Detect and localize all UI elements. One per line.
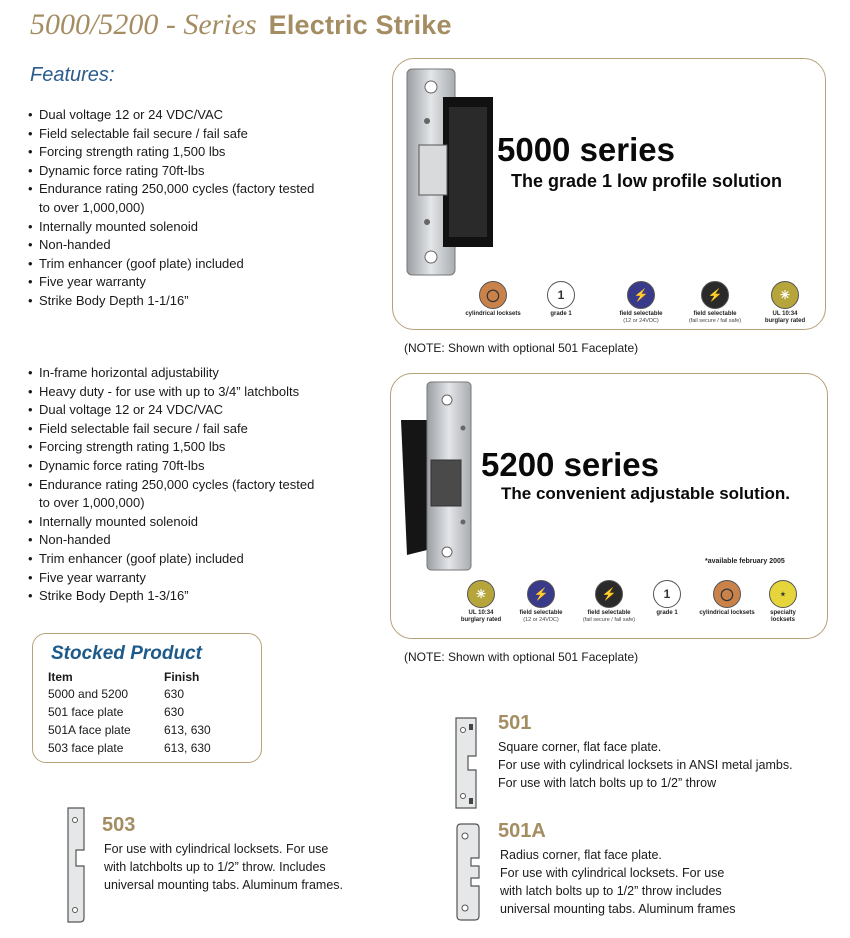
description-line: Square corner, flat face plate. bbox=[498, 740, 662, 754]
cylinder-lock-icon: ◯ bbox=[479, 281, 507, 309]
badge-specialty: ★ specialty locksets bbox=[751, 580, 815, 624]
feature-item: • Strike Body Depth 1-3/16” bbox=[28, 587, 328, 606]
feature-item: • Endurance rating 250,000 cycles (factory tested bbox=[28, 476, 328, 495]
title-product: Electric Strike bbox=[268, 10, 452, 40]
feature-item: • Internally mounted solenoid bbox=[28, 513, 328, 532]
table-row bbox=[48, 685, 244, 703]
product-panel-5000 bbox=[392, 58, 826, 330]
feature-item: • Trim enhancer (goof plate) included bbox=[28, 550, 328, 569]
feature-item: • Non-handed bbox=[28, 236, 328, 255]
faceplate-501a-image bbox=[455, 822, 483, 922]
description-line: universal mounting tabs. Aluminum frames bbox=[500, 902, 736, 916]
stocked-product-title: Stocked Product bbox=[51, 643, 202, 664]
feature-item: • Five year warranty bbox=[28, 273, 328, 292]
ul-star-icon: ✳ bbox=[771, 281, 799, 309]
badge-fail-safe: ⚡ field selectable (fail secure / fail safe) bbox=[577, 580, 641, 623]
badge-voltage: ⚡ field selectable (12 or 24VDC) bbox=[509, 580, 573, 623]
feature-item: to over 1,000,000) bbox=[39, 199, 145, 215]
features-list-5200 bbox=[28, 364, 328, 606]
description-line: For use with cylindrical locksets. For use bbox=[104, 842, 329, 856]
fail-safe-icon: ⚡ bbox=[701, 281, 729, 309]
voltage-icon: ⚡ bbox=[627, 281, 655, 309]
badge-ul: ✳ UL 10:34 burglary rated bbox=[449, 580, 513, 624]
faceplate-503-image bbox=[64, 806, 92, 926]
ul-star-icon: ✳ bbox=[467, 580, 495, 608]
series-5200-subtitle: The convenient adjustable solution. bbox=[501, 484, 791, 503]
badge-cylindrical: ◯ cylindrical locksets bbox=[695, 580, 759, 617]
faceplate-503-description bbox=[104, 840, 374, 894]
description-line: Radius corner, flat face plate. bbox=[500, 848, 662, 862]
stocked-product-table bbox=[48, 668, 244, 757]
page-title bbox=[30, 8, 452, 42]
feature-item: • Internally mounted solenoid bbox=[28, 218, 328, 237]
column-header-finish: Finish bbox=[164, 669, 200, 684]
cell-item: 501A face plate bbox=[48, 723, 131, 737]
stocked-product-box bbox=[32, 633, 262, 763]
grade-1-icon: 1 bbox=[547, 281, 575, 309]
badge-fail-safe: ⚡ field selectable (fail secure / fail safe) bbox=[683, 281, 747, 324]
badge-grade1: 1 grade 1 bbox=[529, 281, 593, 318]
table-header-row bbox=[48, 668, 244, 685]
feature-item: • Non-handed bbox=[28, 531, 328, 550]
feature-item: • Dynamic force rating 70ft-lbs bbox=[28, 162, 328, 181]
feature-item: • In-frame horizontal adjustability bbox=[28, 364, 328, 383]
description-line: with latch bolts up to 1/2” throw includes bbox=[500, 884, 722, 898]
feature-item: • Dual voltage 12 or 24 VDC/VAC bbox=[28, 401, 328, 420]
feature-item: • Dual voltage 12 or 24 VDC/VAC bbox=[28, 106, 328, 125]
feature-item: • Forcing strength rating 1,500 lbs bbox=[28, 438, 328, 457]
description-line: For use with latch bolts up to 1/2” throw bbox=[498, 776, 717, 790]
table-row bbox=[48, 721, 244, 739]
cell-item: 5000 and 5200 bbox=[48, 687, 129, 701]
table-row bbox=[48, 739, 244, 757]
faceplate-note-5000: (NOTE: Shown with optional 501 Faceplate) bbox=[404, 341, 639, 355]
feature-item: • Dynamic force rating 70ft-lbs bbox=[28, 457, 328, 476]
column-header-item: Item bbox=[48, 669, 73, 684]
feature-item: • Five year warranty bbox=[28, 569, 328, 588]
fail-safe-icon: ⚡ bbox=[595, 580, 623, 608]
description-line: with latchbolts up to 1/2” throw. Includes bbox=[104, 860, 326, 874]
cell-item: 501 face plate bbox=[48, 705, 124, 719]
grade-1-icon: 1 bbox=[653, 580, 681, 608]
specialty-icon: ★ bbox=[769, 580, 797, 608]
title-series: 5000/5200 - Series bbox=[30, 8, 257, 41]
feature-item: • Field selectable fail secure / fail safe bbox=[28, 420, 328, 439]
badge-cylindrical: ◯ cylindrical locksets bbox=[461, 281, 525, 318]
feature-item: • Heavy duty - for use with up to 3/4” latchbolts bbox=[28, 383, 328, 402]
electric-strike-5000-image bbox=[403, 67, 495, 279]
product-panel-5200 bbox=[390, 373, 828, 639]
badge-voltage: ⚡ field selectable (12 or 24VDC) bbox=[609, 281, 673, 324]
description-line: For use with cylindrical locksets. For use bbox=[500, 866, 725, 880]
availability-note: *available february 2005 bbox=[705, 558, 785, 565]
badge-grade1: 1 grade 1 bbox=[635, 580, 699, 617]
series-5000-subtitle: The grade 1 low profile solution bbox=[511, 171, 783, 191]
description-line: For use with cylindrical locksets in ANSI metal jambs. bbox=[498, 758, 793, 772]
cell-finish: 613, 630 bbox=[164, 723, 211, 737]
feature-item: • Strike Body Depth 1-1/16” bbox=[28, 292, 328, 311]
feature-item: • Forcing strength rating 1,500 lbs bbox=[28, 143, 328, 162]
cell-finish: 613, 630 bbox=[164, 741, 211, 755]
series-5000-title: 5000 series bbox=[497, 131, 676, 168]
features-heading: Features: bbox=[30, 64, 115, 86]
faceplate-501a-description bbox=[500, 846, 830, 918]
table-row bbox=[48, 703, 244, 721]
cell-finish: 630 bbox=[164, 705, 185, 719]
faceplate-501-image bbox=[454, 716, 480, 810]
feature-item: to over 1,000,000) bbox=[39, 495, 145, 511]
voltage-icon: ⚡ bbox=[527, 580, 555, 608]
features-list-5000 bbox=[28, 106, 328, 311]
cylinder-lock-icon: ◯ bbox=[713, 580, 741, 608]
cell-item: 503 face plate bbox=[48, 741, 124, 755]
faceplate-501-title: 501 bbox=[498, 712, 532, 734]
feature-item: • Field selectable fail secure / fail safe bbox=[28, 125, 328, 144]
electric-strike-5200-image bbox=[397, 380, 483, 572]
faceplate-501a-title: 501A bbox=[498, 820, 546, 842]
faceplate-501-description bbox=[498, 738, 828, 792]
feature-item: • Endurance rating 250,000 cycles (factory tested bbox=[28, 180, 328, 199]
cell-finish: 630 bbox=[164, 687, 185, 701]
feature-item: • Trim enhancer (goof plate) included bbox=[28, 255, 328, 274]
faceplate-503-title: 503 bbox=[102, 814, 136, 836]
description-line: universal mounting tabs. Aluminum frames. bbox=[104, 878, 343, 892]
faceplate-note-5200: (NOTE: Shown with optional 501 Faceplate) bbox=[404, 650, 639, 664]
series-5200-title: 5200 series bbox=[481, 446, 660, 483]
badge-ul: ✳ UL 10:34 burglary rated bbox=[753, 281, 817, 325]
